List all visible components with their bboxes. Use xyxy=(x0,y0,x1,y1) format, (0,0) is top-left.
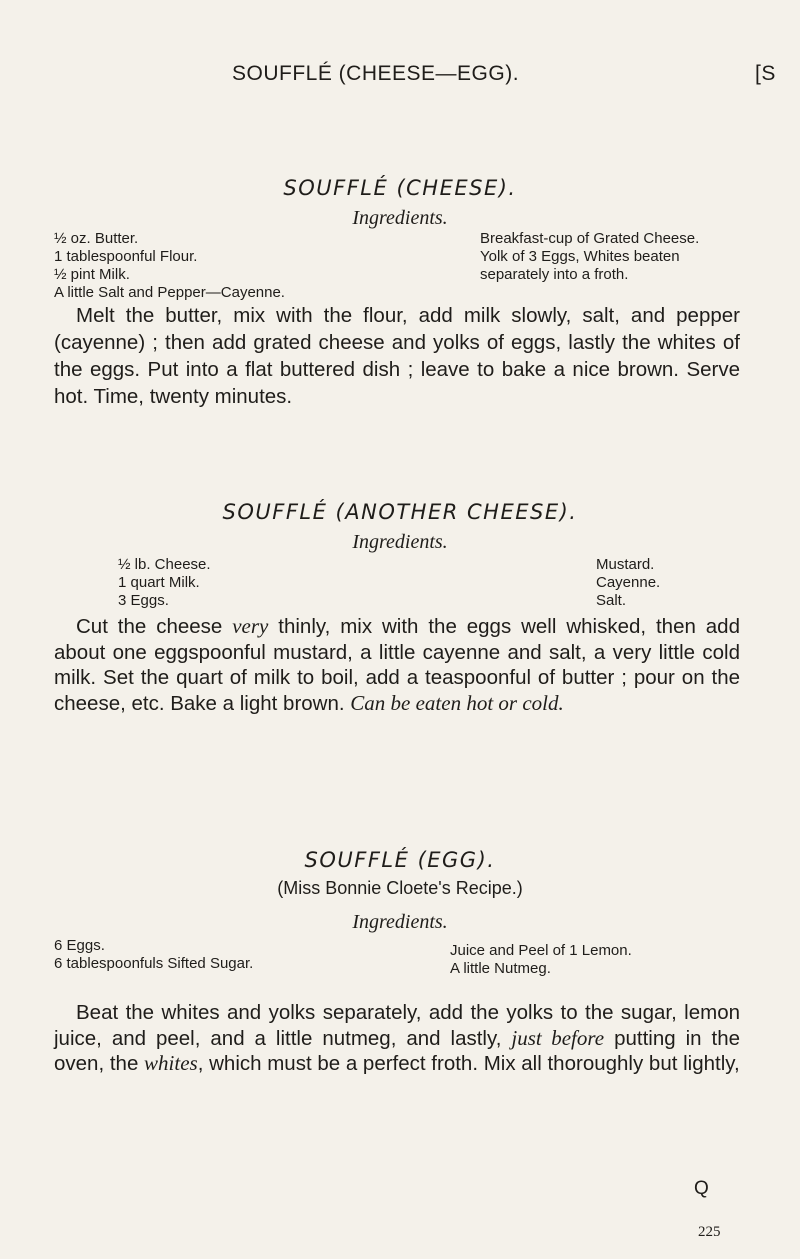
ingredient-item: A little Salt and Pepper—Cayenne. xyxy=(54,284,285,301)
ingredient-item: 3 Eggs. xyxy=(118,592,169,609)
recipe-attribution: (Miss Bonnie Cloete's Recipe.) xyxy=(277,878,523,898)
ingredients-heading: Ingredients. xyxy=(352,531,448,553)
ingredient-item: 6 Eggs. xyxy=(54,937,105,954)
running-title: SOUFFLÉ (CHEESE—EGG). xyxy=(232,62,520,85)
page-number: 225 xyxy=(698,1224,721,1240)
recipe-title-cheese: SOUFFLÉ (CHEESE). xyxy=(283,176,517,200)
ingredient-item: ½ oz. Butter. xyxy=(54,230,139,247)
ingredient-item: separately into a froth. xyxy=(480,266,629,283)
ingredient-item: ½ pint Milk. xyxy=(54,266,130,283)
ingredients-left-list xyxy=(118,556,211,610)
ingredient-item: Mustard. xyxy=(596,556,655,573)
recipe-method: Melt the butter, mix with the flour, add milk slowly, salt, and pepper (cayenne) ; then add grated cheese and yolks of eggs, lastly the whites of the eggs. Put into a flat buttered dish ; leave to bake a nice brown. Serve hot. Time, twenty minutes. xyxy=(54,304,740,408)
ingredient-item: Salt. xyxy=(596,592,627,609)
ingredients-left-list xyxy=(54,937,253,973)
ingredients-left-list xyxy=(54,230,285,302)
ingredient-item: ½ lb. Cheese. xyxy=(118,556,211,573)
ingredients-right-list xyxy=(596,556,660,610)
ingredient-item: A little Nutmeg. xyxy=(450,960,551,977)
ingredient-item: Cayenne. xyxy=(596,574,661,591)
recipe-title-another-cheese: SOUFFLÉ (ANOTHER CHEESE). xyxy=(222,500,578,524)
ingredient-item: Yolk of 3 Eggs, Whites beaten xyxy=(480,248,680,265)
ingredients-heading: Ingredients. xyxy=(352,207,448,229)
ingredient-item: 1 tablespoonful Flour. xyxy=(54,248,198,265)
section-mark: [S xyxy=(755,62,776,85)
ingredients-heading: Ingredients. xyxy=(352,911,448,933)
ingredient-item: Juice and Peel of 1 Lemon. xyxy=(450,942,632,959)
recipe-title-egg: SOUFFLÉ (EGG). xyxy=(304,848,496,872)
ingredient-item: 6 tablespoonfuls Sifted Sugar. xyxy=(54,955,254,972)
ingredients-right-list xyxy=(480,230,699,284)
recipe-method: Cut the cheese very thinly, mix with the eggs well whisked, then add about one eggspoonful mustard, a little cayenne and salt, a very little cold milk. Set the quart of milk to boil, add a teaspoonful of butter ; pour on the cheese, etc. Bake a light brown. Can be eaten hot or cold. xyxy=(54,614,740,715)
ingredient-item: 1 quart Milk. xyxy=(118,574,200,591)
recipe-method: Beat the whites and yolks separately, add the yolks to the sugar, lemon juice, and peel, and a little nutmeg, and lastly, just before putting in the oven, the whites, which must be a perfect froth. Mix all thoroughly but lightly, xyxy=(54,1001,740,1075)
ingredient-item: Breakfast-cup of Grated Cheese. xyxy=(480,230,700,247)
serving-note: Can be eaten hot or cold. xyxy=(350,690,564,715)
signature-mark: Q xyxy=(694,1178,709,1199)
ingredients-right-list xyxy=(450,942,632,978)
